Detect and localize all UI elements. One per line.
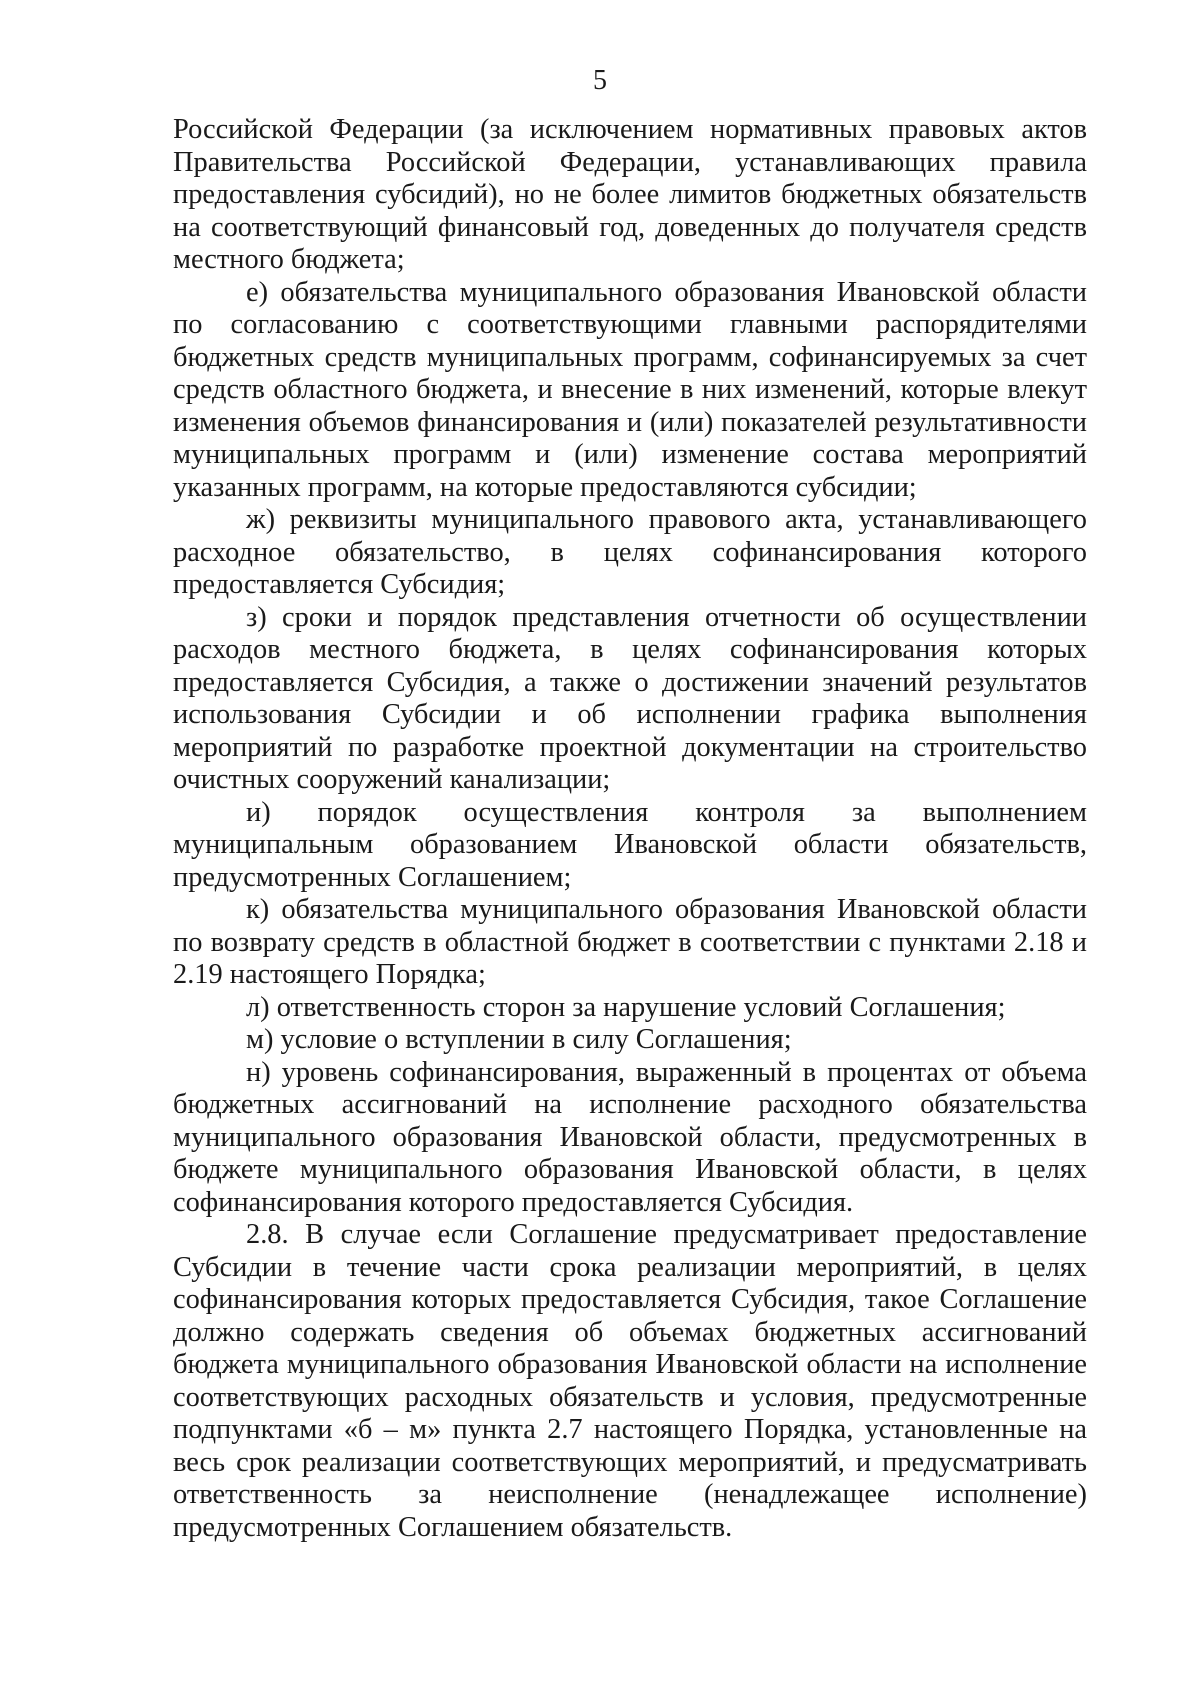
paragraph-item-n: н) уровень софинансирования, выраженный в процентах от объема бюджетных ассигнований на исполнение расходного обязательства муниципального образования Ивановской области, предусмотренных в бюджете муниципального образования Ивановской области, в целях софинансирования которого предоставляется Субсидия. bbox=[173, 1056, 1087, 1218]
paragraph-item-i: и) порядок осуществления контроля за выполнением муниципальным образованием Ивановской области обязательств, предусмотренных Соглашением; bbox=[173, 796, 1087, 893]
paragraph-item-k: к) обязательства муниципального образования Ивановской области по возврату средств в областной бюджет в соответствии с пунктами 2.18 и 2.19 настоящего Порядка; bbox=[173, 894, 1087, 990]
paragraph-item-e: е) обязательства муниципального образования Ивановской области по согласованию с соответствующими главными распорядителями бюджетных средств муниципальных программ, софинансируемых за счет средств областного бюджета, и внесение в них изменений, которые влекут изменения объемов финансирования и (или) показателей результативности муниципальных программ и (или) изменение состава мероприятий указанных программ, на которые предоставляются субсидии; bbox=[173, 276, 1087, 503]
paragraph-item-l: л) ответственность сторон за нарушение условий Соглашения; bbox=[246, 991, 1006, 1023]
paragraph-item-m: м) условие о вступлении в силу Соглашения; bbox=[246, 1024, 792, 1055]
paragraph-item-z: з) сроки и порядок представления отчетности об осуществлении расходов местного бюджета, в целях софинансирования которых предоставляется Субсидия, а также о достижении значений результатов использования Субсидии и об исполнении графика выполнения мероприятий по разработке проектной документации на строительство очистных сооружений канализации; bbox=[173, 601, 1087, 795]
paragraph-item-zh: ж) реквизиты муниципального правового акта, устанавливающего расходное обязательство, в целях софинансирования которого предоставляется Субсидия; bbox=[173, 504, 1087, 600]
page-number: 5 bbox=[593, 65, 607, 96]
paragraph-continuation: Российской Федерации (за исключением нормативных правовых актов Правительства Российской Федерации, устанавливающих правила предоставления субсидий), но не более лимитов бюджетных обязательств на соответствующий финансовый год, доведенных до получателя средств местного бюджета; bbox=[173, 114, 1087, 275]
document-body bbox=[173, 114, 1087, 1544]
paragraph-clause-2-8: 2.8. В случае если Соглашение предусматривает предоставление Субсидии в течение части срока реализации мероприятий, в целях софинансирования которых предоставляется Субсидия, такое Соглашение должно содержать сведения об объемах бюджетных ассигнований бюджета муниципального образования Ивановской области на исполнение соответствующих расходных обязательств и условия, предусмотренные подпунктами «б – м» пункта 2.7 настоящего Порядка, установленные на весь срок реализации соответствующих мероприятий, и предусматривать ответственность за неисполнение (ненадлежащее исполнение) предусмотренных Соглашением обязательств. bbox=[173, 1219, 1087, 1543]
